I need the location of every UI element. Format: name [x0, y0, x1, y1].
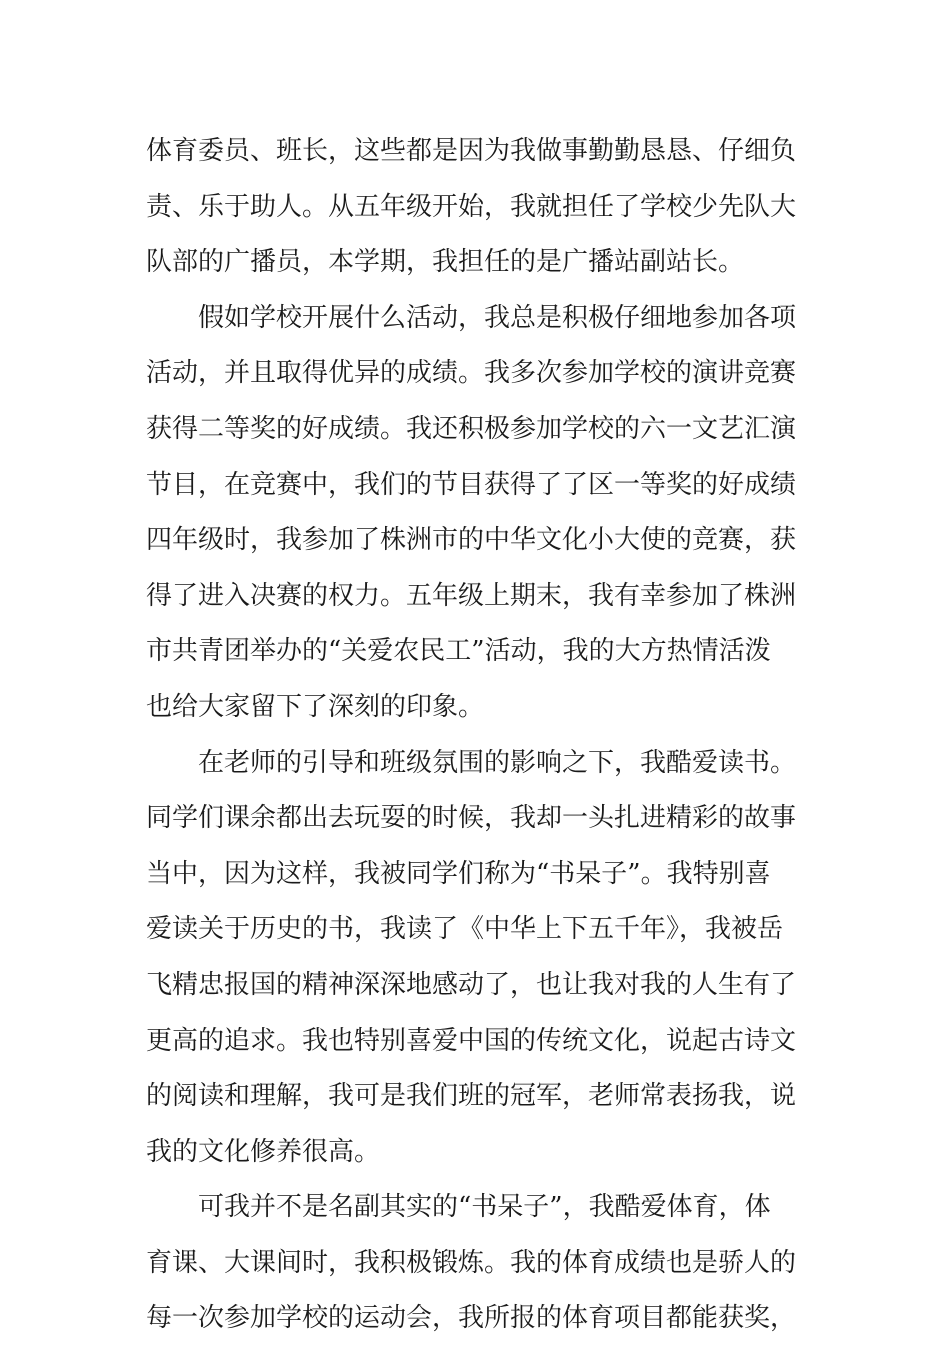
text-line: 获得二等奖的好成绩。我还积极参加学校的六一文艺汇演 — [146, 413, 797, 444]
document-body — [146, 124, 816, 1347]
text-line: 的阅读和理解，我可是我们班的冠军，老师常表扬我，说 — [146, 1081, 797, 1112]
text-line: 责、乐于助人。从五年级开始，我就担任了学校少先队大 — [146, 191, 797, 222]
paragraph-first-line: 假如学校开展什么活动，我总是积极仔细地参加各项 — [198, 302, 797, 333]
text-line: 飞精忠报国的精神深深地感动了，也让我对我的人生有了 — [146, 969, 797, 1000]
paragraph-first-line: 在老师的引导和班级氛围的影响之下，我酷爱读书。 — [198, 747, 797, 778]
text-line: 四年级时，我参加了株洲市的中华文化小大使的竞赛，获 — [146, 525, 797, 556]
text-line: 每一次参加学校的运动会，我所报的体育项目都能获奖， — [146, 1303, 797, 1334]
text-line: 队部的广播员，本学期，我担任的是广播站副站长。 — [146, 247, 745, 278]
text-line: 活动，并且取得优异的成绩。我多次参加学校的演讲竞赛 — [146, 358, 797, 389]
text-line: 市共青团举办的“关爱农民工”活动，我的大方热情活泼 — [146, 636, 771, 667]
text-line: 爱读关于历史的书，我读了《中华上下五千年》，我被岳 — [146, 914, 784, 945]
text-line: 也给大家留下了深刻的印象。 — [146, 691, 485, 722]
text-line: 育课、大课间时，我积极锻炼。我的体育成绩也是骄人的 — [146, 1247, 797, 1278]
text-line: 更高的追求。我也特别喜爱中国的传统文化，说起古诗文 — [146, 1025, 797, 1056]
text-line: 当中，因为这样，我被同学们称为“书呆子”。我特别喜 — [146, 858, 771, 889]
text-line: 得了进入决赛的权力。五年级上期末，我有幸参加了株洲 — [146, 580, 797, 611]
text-line: 节目，在竞赛中，我们的节目获得了了区一等奖的好成绩 — [146, 469, 797, 500]
text-line: 体育委员、班长，这些都是因为我做事勤勤恳恳、仔细负 — [146, 136, 797, 166]
paragraph-first-line: 可我并不是名副其实的“书呆子”，我酷爱体育，体 — [198, 1192, 771, 1223]
text-line: 我的文化修养很高。 — [146, 1136, 381, 1167]
text-line: 同学们课余都出去玩耍的时候，我却一头扎进精彩的故事 — [146, 803, 797, 834]
